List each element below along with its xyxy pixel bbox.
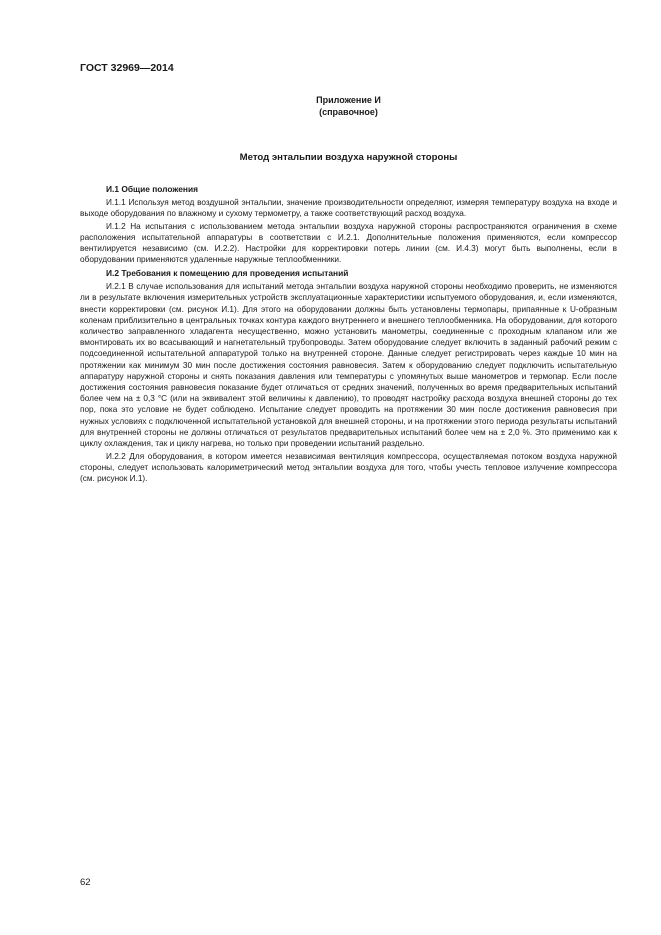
main-title: Метод энтальпии воздуха наружной стороны: [239, 152, 458, 163]
page-number: 62: [80, 877, 91, 888]
appendix-title: Приложение И: [316, 95, 381, 105]
section-heading-1: И.1 Общие положения: [106, 184, 198, 194]
paragraph-2-2: И.2.2 Для оборудования, в котором имеется независимая вентиляция компрессора, осуществляемая потоком воздуха наружной стороны, следует использовать калориметрический метод энтальпии воздуха для того, чтобы учесть тепловое излучение компрессора (см. рисунок И.1).: [80, 451, 617, 484]
document-body: [80, 184, 617, 486]
paragraph-2-1: И.2.1 В случае использования для испытаний метода энтальпии воздуха наружной стороны необходимо проверить, не изменяются ли в результате включения измерительных устройств эксплуатационные характеристики испытуемого оборудования, и, если изменяются, внести корректировки (см. рисунок И.1). Для этого на оборудовании должны быть установлены термопары, припаянные к U-образным коленам приблизительно в центральных точках контура каждого внутреннего и внешнего теплообменника. На оборудовании, для которого количество заправленного хладагента несущественно, можно установить манометры, соединенные с проходным клапаном или же вмонтировать их во всасывающий и нагнетательный трубопроводы. Затем оборудование следует включить в заданный рабочий режим с подсоединенной испытательной аппаратурой только на внутренней стороне. Данные следует регистрировать через каждые 10 мин на протяжении как минимум 30 мин после достижения состояния равновесия. Затем к оборудованию следует подключить испытательную аппаратуру наружной стороны и снять показания давления или температуры с упомянутых выше манометров и термопар. Если после достижения состояния равновесия показание будет отличаться от средних значений, полученных во время предварительных испытаний более чем на ± 0,3 °С (или на эквивалент этой величины к давлению), то проводят настройку расхода воздуха внешней стороны до тех пор, пока это условие не будет соблюдено. Испытание следует проводить на протяжении 30 мин после достижения равновесия при нужных условиях с подключенной испытательной установкой для внешней стороны, и на протяжении этого периода результаты испытаний для внутренней стороны не должны отличаться от результатов предварительных испытаний более чем на ± 2,0 %. Это применимо как к циклу охлаждения, так и циклу нагрева, но только при проведении испытаний раздельно.: [80, 282, 617, 448]
section-heading-2: И.2 Требования к помещению для проведения испытаний: [106, 268, 349, 279]
appendix-subtitle: (справочное): [319, 106, 378, 117]
paragraph-1-1: И.1.1 Используя метод воздушной энтальпии, значение производительности определяют, измеряя температуру воздуха на входе и выходе оборудования по влажному и сухому термометру, а также соответствующий расход воздуха.: [80, 197, 617, 218]
paragraph-1-2: И.1.2 На испытания с использованием метода энтальпии воздуха наружной стороны распространяются ограничения в схеме расположения испытательной аппаратуры в соответствии с И.2.1. Дополнительные положения применяются, если компрессор вентилируется независимо (см. И.2.2). Настройки для корректировки потерь линии (см. И.4.3) могут быть выполнены, если в оборудовании применяются удаленные наружные теплообменники.: [80, 221, 617, 265]
appendix-heading: [80, 95, 617, 118]
standard-code: ГОСТ 32969—2014: [80, 62, 174, 74]
